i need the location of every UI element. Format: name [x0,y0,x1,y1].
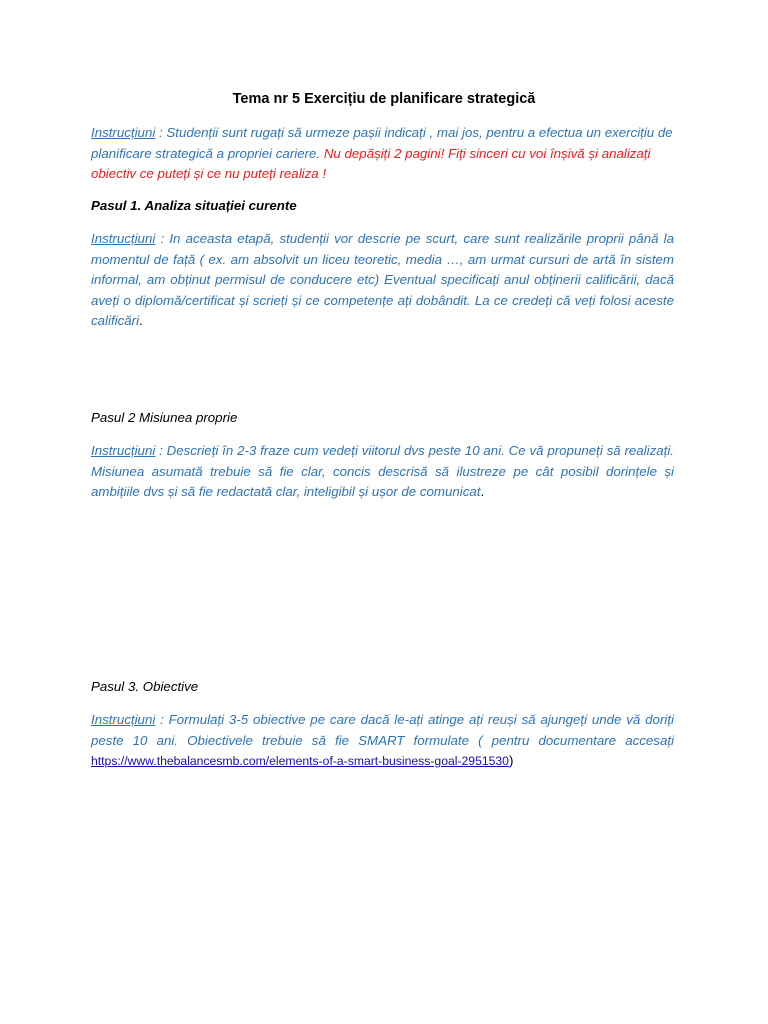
step3-instructions-end: ) [508,753,514,768]
intro-instructions-dot: . [316,145,324,161]
step2-instructions-label: Instrucțiuni [91,443,156,458]
step3-heading: Pasul 3. Obiective [91,679,199,694]
step3-instructions-label: Instrucțiuni [91,712,156,727]
step3-instructions-sep: : [155,712,169,727]
step1-instructions-text: In aceasta etapă, studenții vor descrie pe scurt, care sunt realizările proprii până la momentul de față ( ex. am absolvit un liceu teoretic, media …, am urmat cursuri de artă în sistem informal, am obținut permisul de conducere etc) Eventual specificați anul obținerii calificării, dacă aveți o diplomă/certificat și scrieți și ce competențe ați dobândit. La ce credeți că veți folosi aceste calificări [91,231,674,328]
intro-instructions-text: Studenții sunt rugați să urmeze pașii indicați , mai jos, pentru a efectua un exercițiu de planificare strategică a propriei cariere [91,125,673,161]
step1-instructions-label: Instrucțiuni [91,231,156,246]
step3-instructions [91,710,674,772]
step2-instructions-sep: : [155,443,167,458]
step1-heading: Pasul 1. Analiza situației curente [91,198,297,213]
step2-heading: Pasul 2 Misiunea proprie [91,410,238,425]
smart-goals-link[interactable]: https://www.thebalancesmb.com/elements-of-a-smart-business-goal-2951530 [91,754,509,768]
step3-instructions-text: Formulați 3-5 obiective pe care dacă le-ați atinge ați reuși să ajungeți unde vă doriți peste 10 ani. Obiectivele trebuie să fie SMART formulate ( pentru documentare accesați [91,712,674,748]
step2-instructions-text: Descrieți în 2-3 fraze cum vedeți viitorul dvs peste 10 ani. Ce vă propuneți să realizați. Misiunea asumată trebuie să fie clar, concis descrisă să ilustreze pe cât posibil dorințele și ambițiile dvs și să fie redactată clar, inteligibil și ușor de comunicat [91,443,674,499]
step2-instructions [91,441,674,503]
intro-instructions [91,123,674,185]
intro-instructions-sep: : [155,125,167,140]
document-title: Tema nr 5 Exercițiu de planificare strategică [232,91,536,107]
step1-instructions-end: . [139,313,143,328]
step2-instructions-end: . [480,484,485,499]
intro-warning: Nu depășiți 2 pagini! Fiți sinceri cu voi înșivă și analizați obiectiv ce puteți și ce nu puteți realiza ! [91,145,651,181]
step1-instructions [91,229,674,332]
step1-instructions-sep: : [155,231,170,246]
intro-instructions-label: Instrucțiuni [91,125,156,140]
